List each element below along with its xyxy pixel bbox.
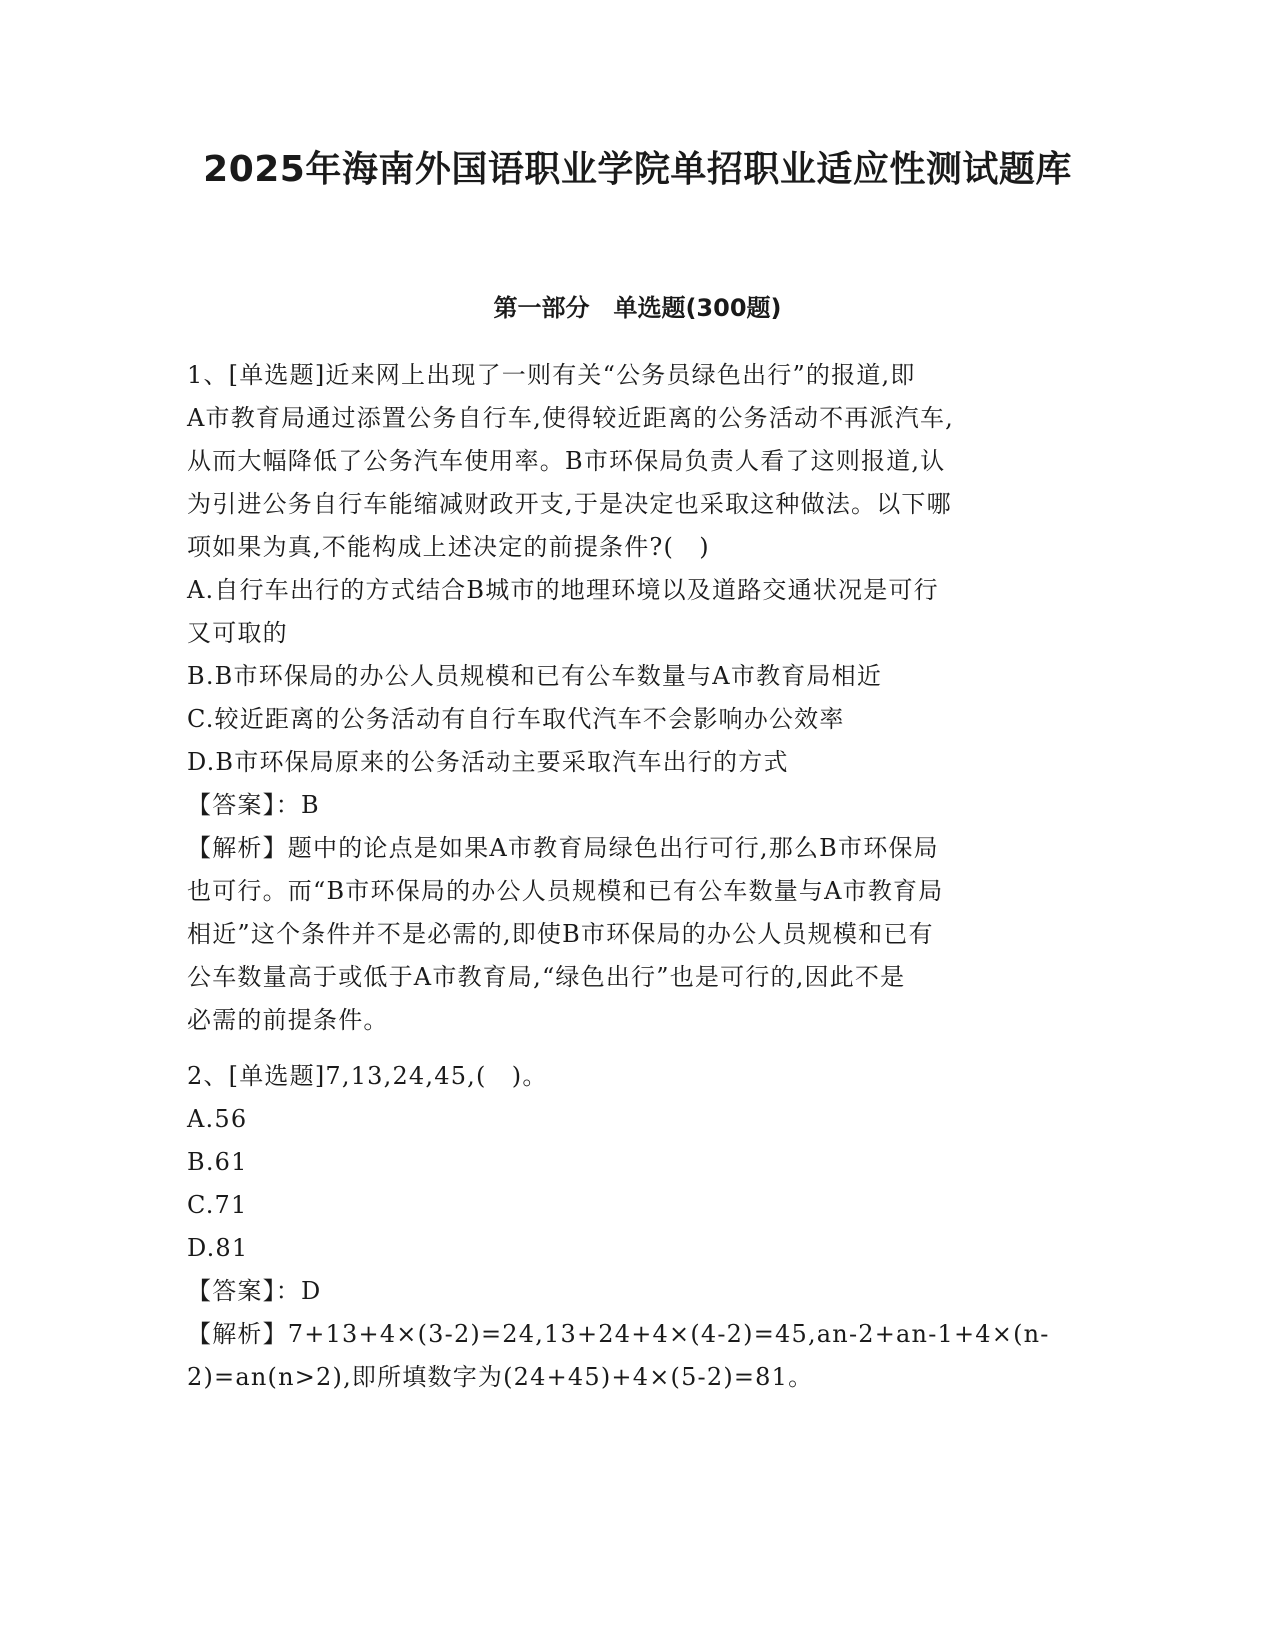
question-list bbox=[187, 354, 1087, 1399]
question-spacer bbox=[187, 1042, 1087, 1055]
stem-line: 项如果为真,不能构成上述决定的前提条件?( ) bbox=[187, 533, 710, 561]
option-b: B.B市环保局的办公人员规模和已有公车数量与A市教育局相近 bbox=[187, 662, 883, 690]
analysis-line: 【解析】题中的论点是如果A市教育局绿色出行可行,那么B市环保局 bbox=[187, 834, 939, 862]
stem-line: 2、[单选题]7,13,24,45,( )。 bbox=[187, 1062, 548, 1090]
stem-line: 从而大幅降低了公务汽车使用率。B市环保局负责人看了这则报道,认 bbox=[187, 447, 946, 475]
analysis-line: 也可行。而“B市环保局的办公人员规模和已有公车数量与A市教育局 bbox=[187, 877, 944, 905]
document-title: 2025年海南外国语职业学院单招职业适应性测试题库 bbox=[203, 149, 1072, 190]
analysis-line: 必需的前提条件。 bbox=[187, 1006, 389, 1034]
option-b: B.61 bbox=[187, 1148, 248, 1176]
option-c: C.71 bbox=[187, 1191, 248, 1219]
stem-line: A市教育局通过添置公务自行车,使得较近距离的公务活动不再派汽车, bbox=[187, 404, 954, 432]
analysis-line: 【解析】7+13+4×(3-2)=24,13+24+4×(4-2)=45,an-2+an-1+4×(n- bbox=[187, 1320, 1050, 1348]
option-list bbox=[187, 1098, 1087, 1270]
option-d: D.81 bbox=[187, 1234, 249, 1262]
analysis-line: 2)=an(n>2),即所填数字为(24+45)+4×(5-2)=81。 bbox=[187, 1363, 814, 1391]
section-title: 第一部分 单选题(300题) bbox=[493, 294, 782, 322]
question-2 bbox=[187, 1055, 1087, 1399]
answer-line: 【答案】：B bbox=[187, 791, 320, 819]
option-c: C.较近距离的公务活动有自行车取代汽车不会影响办公效率 bbox=[187, 705, 845, 733]
question-1 bbox=[187, 354, 1087, 1042]
option-d: D.B市环保局原来的公务活动主要采取汽车出行的方式 bbox=[187, 748, 789, 776]
analysis-line: 相近”这个条件并不是必需的,即使B市环保局的办公人员规模和已有 bbox=[187, 920, 934, 948]
option-a: A.56 bbox=[187, 1105, 248, 1133]
option-a: A.自行车出行的方式结合B城市的地理环境以及道路交通状况是可行 bbox=[187, 576, 939, 604]
analysis bbox=[187, 1313, 1087, 1399]
stem-line: 1、[单选题]近来网上出现了一则有关“公务员绿色出行”的报道,即 bbox=[187, 361, 916, 389]
stem-line: 为引进公务自行车能缩减财政开支,于是决定也采取这种做法。以下哪 bbox=[187, 490, 952, 518]
answer-line: 【答案】：D bbox=[187, 1277, 322, 1305]
question-stem bbox=[187, 354, 1087, 569]
option-list bbox=[187, 569, 1087, 784]
analysis-line: 公车数量高于或低于A市教育局,“绿色出行”也是可行的,因此不是 bbox=[187, 963, 906, 991]
question-stem bbox=[187, 1055, 1087, 1098]
analysis bbox=[187, 827, 1087, 1042]
option-a-continued: 又可取的 bbox=[187, 619, 288, 647]
